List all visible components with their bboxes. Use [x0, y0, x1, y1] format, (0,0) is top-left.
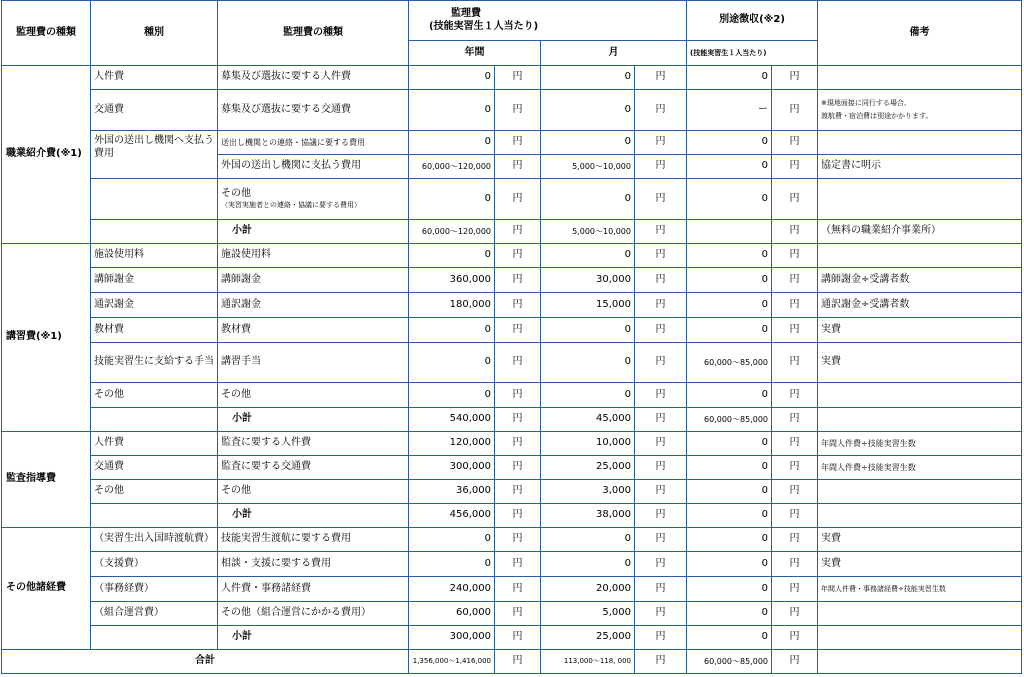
separate-cell	[687, 220, 772, 244]
unit-cell: 円	[772, 90, 818, 131]
unit-cell: 円	[495, 577, 541, 602]
separate-cell: 0	[687, 456, 772, 480]
unit-cell: 円	[495, 528, 541, 552]
unit-cell: 円	[635, 383, 687, 408]
annual-cell: 60,000～120,000	[409, 220, 495, 244]
month-cell: 0	[541, 244, 635, 268]
remarks-cell	[818, 626, 1022, 650]
detail-cell: 施設使用料	[218, 244, 409, 268]
unit-cell: 円	[635, 179, 687, 220]
total-month: 113,000～118, 000	[541, 650, 635, 674]
fee-table	[1, 0, 1022, 674]
month-cell: 0	[541, 343, 635, 383]
unit-cell: 円	[495, 480, 541, 504]
kind-cell	[91, 220, 218, 244]
unit-cell: 円	[635, 244, 687, 268]
separate-cell: 60,000～85,000	[687, 343, 772, 383]
month-cell: 25,000	[541, 456, 635, 480]
remarks-cell	[818, 179, 1022, 220]
kind-cell	[91, 504, 218, 528]
separate-cell: 0	[687, 432, 772, 456]
unit-cell: 円	[495, 244, 541, 268]
kind-cell: 外国の送出し機関へ支払う費用	[91, 131, 218, 179]
unit-cell: 円	[495, 456, 541, 480]
detail-cell: 技能実習生渡航に要する費用	[218, 528, 409, 552]
unit-cell: 円	[635, 480, 687, 504]
unit-cell: 円	[772, 155, 818, 179]
detail-cell: その他	[218, 383, 409, 408]
unit-cell: 円	[495, 131, 541, 155]
month-cell: 0	[541, 66, 635, 90]
unit-cell: 円	[635, 456, 687, 480]
month-cell: 5,000～10,000	[541, 220, 635, 244]
unit-cell: 円	[635, 66, 687, 90]
header-fee-line2: (技能実習生１人当たり)	[429, 20, 539, 32]
detail-cell: 教材費	[218, 318, 409, 343]
subtotal-label: 小計	[218, 220, 409, 244]
header-separate: 別途徴収(※2)	[687, 1, 818, 41]
unit-cell: 円	[635, 432, 687, 456]
unit-cell: 円	[772, 650, 818, 674]
unit-cell: 円	[772, 480, 818, 504]
unit-cell: 円	[635, 220, 687, 244]
separate-cell: 0	[687, 179, 772, 220]
detail-cell: 外国の送出し機関に支払う費用	[218, 155, 409, 179]
separate-cell: 0	[687, 552, 772, 577]
annual-cell: 60,000	[409, 602, 495, 626]
remarks-cell	[818, 480, 1022, 504]
header-fee-kind: 監理費の種類	[218, 1, 409, 66]
unit-cell: 円	[772, 408, 818, 432]
unit-cell: 円	[635, 268, 687, 293]
unit-cell: 円	[772, 318, 818, 343]
unit-cell: 円	[495, 66, 541, 90]
total-annual: 1,356,000～1,416,000	[409, 650, 495, 674]
unit-cell: 円	[772, 66, 818, 90]
remarks-cell: 年間人件費÷技能実習生数	[818, 432, 1022, 456]
unit-cell: 円	[772, 577, 818, 602]
kind-cell: 人件費	[91, 432, 218, 456]
subtotal-label: 小計	[218, 504, 409, 528]
remarks-line: ※現地面接に同行する場合、	[821, 98, 911, 107]
month-cell: 0	[541, 528, 635, 552]
remarks-cell: 実費	[818, 318, 1022, 343]
separate-cell: 0	[687, 383, 772, 408]
unit-cell: 円	[772, 179, 818, 220]
annual-cell: 0	[409, 318, 495, 343]
separate-cell: 0	[687, 66, 772, 90]
annual-cell: 0	[409, 90, 495, 131]
remarks-cell	[818, 504, 1022, 528]
header-annual: 年間	[409, 41, 541, 66]
month-cell: 3,000	[541, 480, 635, 504]
kind-cell: （組合運営費）	[91, 602, 218, 626]
unit-cell: 円	[772, 456, 818, 480]
month-cell: 38,000	[541, 504, 635, 528]
unit-cell: 円	[772, 220, 818, 244]
annual-cell: 0	[409, 179, 495, 220]
kind-cell: 教材費	[91, 318, 218, 343]
annual-cell: 540,000	[409, 408, 495, 432]
remarks-cell: 通訳謝金÷受講者数	[818, 293, 1022, 318]
annual-cell: 60,000～120,000	[409, 155, 495, 179]
remarks-cell: 年間人件費÷技能実習生数	[818, 456, 1022, 480]
section-label-recruitment: 職業紹介費(※1)	[2, 66, 91, 244]
annual-cell: 360,000	[409, 268, 495, 293]
unit-cell: 円	[772, 504, 818, 528]
remarks-cell	[818, 131, 1022, 155]
kind-cell	[91, 626, 218, 650]
detail-cell: 募集及び選抜に要する人件費	[218, 66, 409, 90]
kind-cell: （実習生出入国時渡航費）	[91, 528, 218, 552]
detail-cell: 募集及び選抜に要する交通費	[218, 90, 409, 131]
unit-cell: 円	[635, 343, 687, 383]
unit-cell: 円	[495, 504, 541, 528]
month-cell: 0	[541, 318, 635, 343]
detail-cell: 講師謝金	[218, 268, 409, 293]
remarks-line: 渡航費・宿泊費は別途かかります。	[821, 112, 933, 120]
separate-cell: 0	[687, 528, 772, 552]
unit-cell: 円	[772, 131, 818, 155]
detail-cell: 講習手当	[218, 343, 409, 383]
unit-cell: 円	[635, 155, 687, 179]
unit-cell: 円	[635, 408, 687, 432]
detail-cell: 相談・支援に要する費用	[218, 552, 409, 577]
kind-cell: （支援費）	[91, 552, 218, 577]
header-fee	[409, 1, 687, 41]
annual-cell: 120,000	[409, 432, 495, 456]
kind-cell: 施設使用料	[91, 244, 218, 268]
separate-cell: 0	[687, 318, 772, 343]
unit-cell: 円	[495, 179, 541, 220]
remarks-cell	[818, 602, 1022, 626]
annual-cell: 0	[409, 552, 495, 577]
month-cell: 0	[541, 90, 635, 131]
unit-cell: 円	[772, 528, 818, 552]
kind-cell: 交通費	[91, 90, 218, 131]
separate-cell: 0	[687, 244, 772, 268]
unit-cell: 円	[635, 318, 687, 343]
unit-cell: 円	[635, 552, 687, 577]
remarks-cell: 実費	[818, 343, 1022, 383]
kind-cell: 講師謝金	[91, 268, 218, 293]
subtotal-label: 小計	[218, 626, 409, 650]
annual-cell: 0	[409, 66, 495, 90]
unit-cell: 円	[495, 432, 541, 456]
total-label: 合計	[2, 650, 409, 674]
header-fee-line1: 監理費	[451, 8, 481, 19]
unit-cell: 円	[772, 626, 818, 650]
kind-cell: 人件費	[91, 66, 218, 90]
annual-cell: 36,000	[409, 480, 495, 504]
header-kind: 種別	[91, 1, 218, 66]
remarks-cell	[818, 66, 1022, 90]
month-cell: 20,000	[541, 577, 635, 602]
month-cell: 45,000	[541, 408, 635, 432]
separate-cell: 0	[687, 131, 772, 155]
annual-cell: 0	[409, 343, 495, 383]
unit-cell: 円	[495, 650, 541, 674]
unit-cell: 円	[495, 602, 541, 626]
annual-cell: 180,000	[409, 293, 495, 318]
separate-cell: 0	[687, 504, 772, 528]
subtotal-label: 小計	[218, 408, 409, 432]
separate-cell: 0	[687, 155, 772, 179]
annual-cell: 300,000	[409, 456, 495, 480]
separate-cell: 0	[687, 577, 772, 602]
unit-cell: 円	[635, 90, 687, 131]
unit-cell: 円	[635, 293, 687, 318]
section-label-misc: その他諸経費	[2, 528, 91, 650]
unit-cell: 円	[772, 244, 818, 268]
annual-cell: 0	[409, 131, 495, 155]
separate-cell: ー	[687, 90, 772, 131]
unit-cell: 円	[772, 602, 818, 626]
kind-cell	[91, 179, 218, 220]
annual-cell: 456,000	[409, 504, 495, 528]
section-label-training: 講習費(※1)	[2, 244, 91, 432]
unit-cell: 円	[635, 528, 687, 552]
month-cell: 0	[541, 179, 635, 220]
unit-cell: 円	[495, 343, 541, 383]
remarks-cell: （無料の職業紹介事業所）	[818, 220, 1022, 244]
remarks-cell: 協定書に明示	[818, 155, 1022, 179]
detail-cell	[218, 179, 409, 220]
detail-line: （実習実施者との連絡・協議に要する費用）	[221, 200, 361, 209]
unit-cell: 円	[495, 552, 541, 577]
unit-cell: 円	[772, 343, 818, 383]
detail-cell: 人件費・事務諸経費	[218, 577, 409, 602]
unit-cell: 円	[495, 408, 541, 432]
kind-cell: 通訳謝金	[91, 293, 218, 318]
remarks-cell	[818, 383, 1022, 408]
month-cell: 25,000	[541, 626, 635, 650]
remarks-cell: 実費	[818, 552, 1022, 577]
section-label-audit: 監査指導費	[2, 432, 91, 528]
unit-cell: 円	[635, 626, 687, 650]
separate-cell: 60,000～85,000	[687, 408, 772, 432]
unit-cell: 円	[635, 131, 687, 155]
month-cell: 0	[541, 552, 635, 577]
annual-cell: 0	[409, 383, 495, 408]
remarks-cell: 年間人件費・事務諸経費÷技能実習生数	[818, 577, 1022, 602]
unit-cell: 円	[772, 383, 818, 408]
month-cell: 15,000	[541, 293, 635, 318]
month-cell: 10,000	[541, 432, 635, 456]
unit-cell: 円	[635, 504, 687, 528]
kind-cell	[91, 408, 218, 432]
remarks-cell: 講師謝金÷受講者数	[818, 268, 1022, 293]
unit-cell: 円	[495, 383, 541, 408]
detail-cell: その他（組合運営にかかる費用）	[218, 602, 409, 626]
unit-cell: 円	[495, 318, 541, 343]
unit-cell: 円	[495, 268, 541, 293]
separate-cell: 0	[687, 480, 772, 504]
month-cell: 0	[541, 383, 635, 408]
annual-cell: 0	[409, 528, 495, 552]
annual-cell: 300,000	[409, 626, 495, 650]
unit-cell: 円	[635, 577, 687, 602]
unit-cell: 円	[495, 293, 541, 318]
unit-cell: 円	[635, 602, 687, 626]
month-cell: 0	[541, 131, 635, 155]
unit-cell: 円	[495, 220, 541, 244]
detail-cell: 送出し機関との連絡・協議に要する費用	[218, 131, 409, 155]
total-separate: 60,000～85,000	[687, 650, 772, 674]
detail-cell: 監査に要する人件費	[218, 432, 409, 456]
separate-cell: 0	[687, 602, 772, 626]
month-cell: 5,000～10,000	[541, 155, 635, 179]
unit-cell: 円	[495, 626, 541, 650]
remarks-cell: 実費	[818, 528, 1022, 552]
kind-cell: 技能実習生に支給する手当	[91, 343, 218, 383]
header-separate-unit: (技能実習生１人当たり)	[687, 41, 818, 66]
unit-cell: 円	[772, 293, 818, 318]
kind-cell: 交通費	[91, 456, 218, 480]
month-cell: 5,000	[541, 602, 635, 626]
remarks-cell	[818, 90, 1022, 131]
detail-cell: 通訳謝金	[218, 293, 409, 318]
kind-cell: （事務経費）	[91, 577, 218, 602]
annual-cell: 240,000	[409, 577, 495, 602]
unit-cell: 円	[772, 552, 818, 577]
detail-line: その他	[221, 188, 251, 200]
unit-cell: 円	[495, 155, 541, 179]
kind-cell: その他	[91, 383, 218, 408]
unit-cell: 円	[495, 90, 541, 131]
remarks-cell	[818, 244, 1022, 268]
unit-cell: 円	[772, 432, 818, 456]
month-cell: 30,000	[541, 268, 635, 293]
separate-cell: 0	[687, 626, 772, 650]
separate-cell: 0	[687, 268, 772, 293]
remarks-cell	[818, 408, 1022, 432]
detail-cell: 監査に要する交通費	[218, 456, 409, 480]
header-month: 月	[541, 41, 687, 66]
annual-cell: 0	[409, 244, 495, 268]
header-fee-type: 監理費の種類	[2, 1, 91, 66]
separate-cell: 0	[687, 293, 772, 318]
kind-cell: その他	[91, 480, 218, 504]
header-remarks: 備考	[818, 1, 1022, 66]
unit-cell: 円	[772, 268, 818, 293]
unit-cell: 円	[635, 650, 687, 674]
detail-cell: その他	[218, 480, 409, 504]
remarks-cell	[818, 650, 1022, 674]
